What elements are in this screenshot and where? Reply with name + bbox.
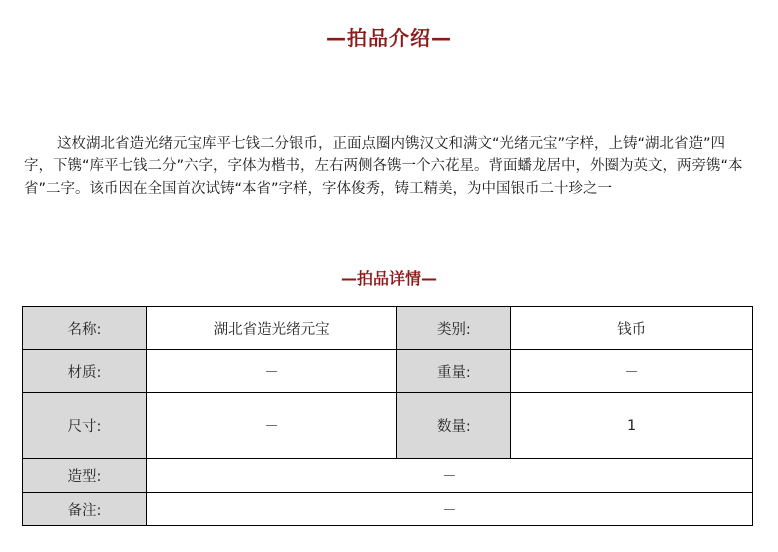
item-description: 这枚湖北省造光绪元宝库平七钱二分银币，正面点圈内镌汉文和满文“光绪元宝”字样，上铸“湖北省造”四字，下镌“库平七钱二分”六字，字体为楷书，左右两侧各镌一个六花星。背面蟠龙居中，外圈为英文，两旁镌“本省”二字。该币因在全国首次试铸“本省”字样，字体俊秀，铸工精美，为中国银币二十珍之一	[24, 135, 743, 197]
weight-value: －	[511, 350, 753, 393]
quantity-value: 1	[511, 393, 753, 459]
remark-label: 备注:	[23, 493, 147, 526]
shape-label: 造型:	[23, 459, 147, 493]
name-value: 湖北省造光绪元宝	[146, 307, 397, 350]
table-row	[23, 493, 753, 526]
shape-value: －	[146, 459, 752, 493]
table-row	[23, 307, 753, 350]
details-table	[22, 306, 753, 526]
table-row	[23, 459, 753, 493]
table-row	[23, 350, 753, 393]
size-label: 尺寸:	[23, 393, 147, 459]
category-label: 类别:	[397, 307, 511, 350]
name-label: 名称:	[23, 307, 147, 350]
section-title-details: —拍品详情—	[340, 269, 437, 288]
size-value: －	[146, 393, 397, 459]
table-row	[23, 393, 753, 459]
category-value: 钱币	[511, 307, 753, 350]
remark-value: －	[146, 493, 752, 526]
material-label: 材质:	[23, 350, 147, 393]
quantity-label: 数量:	[397, 393, 511, 459]
section-title-intro: —拍品介绍—	[326, 26, 452, 50]
material-value: －	[146, 350, 397, 393]
weight-label: 重量:	[397, 350, 511, 393]
